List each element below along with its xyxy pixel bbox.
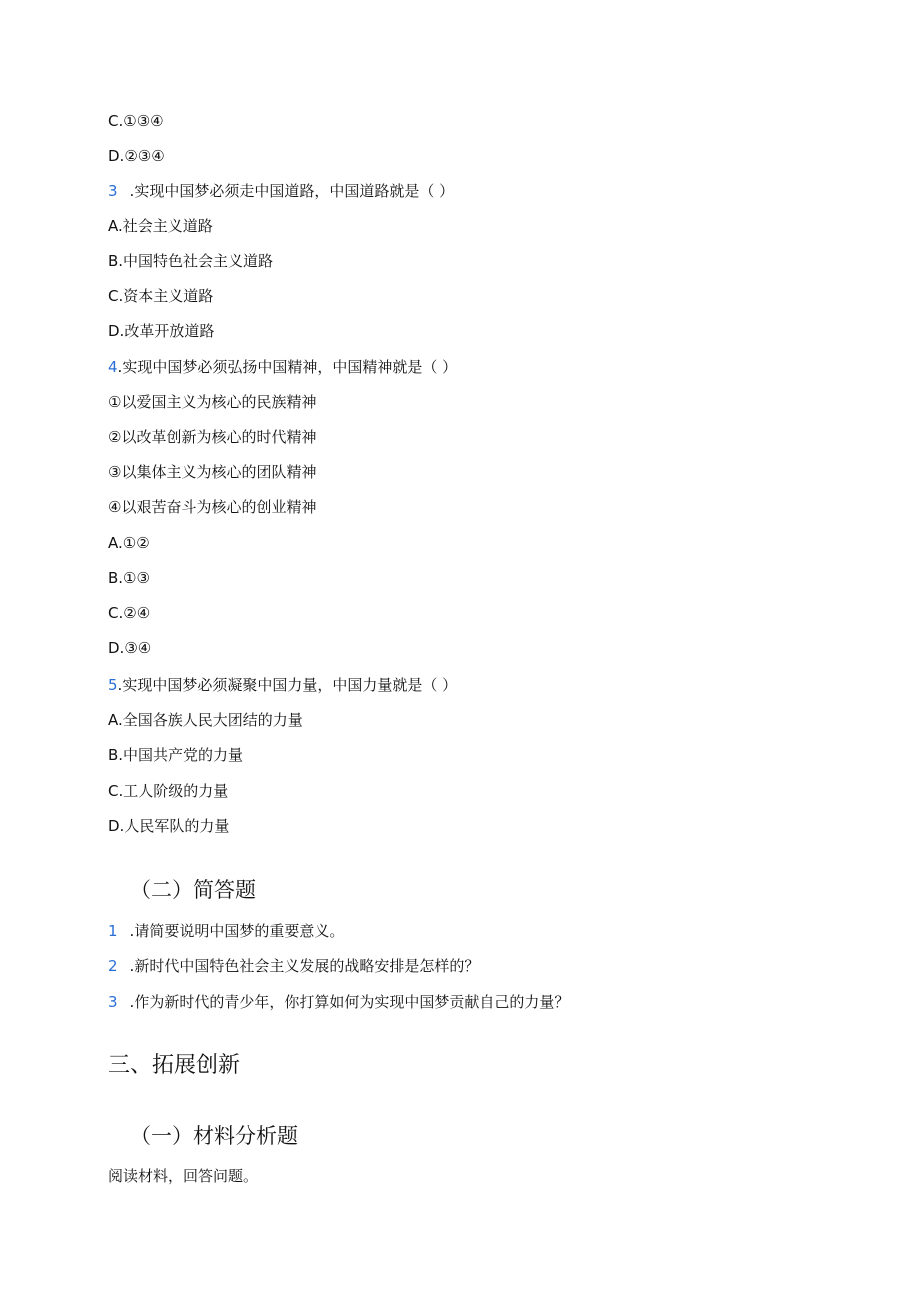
q4-number: 4 [108,358,118,376]
q5-stem [108,675,457,695]
q3-option-c: C.资本主义道路 [108,287,214,305]
q4-item-4: ④以艰苦奋斗为核心的创业精神 [108,498,317,516]
q3-option-d: D.改革开放道路 [108,322,215,340]
q3-number: 3 [108,182,118,200]
short-answer-q2 [108,956,479,976]
short-answer-q3-number: 3 [108,993,118,1011]
q4-stem [108,357,457,377]
q3-option-b: B.中国特色社会主义道路 [108,252,274,270]
material-analysis-heading: （一）材料分析题 [130,1124,298,1148]
q3-option-a: A.社会主义道路 [108,217,213,235]
q2-option-d: D.②③④ [108,147,165,165]
q5-option-d: D.人民军队的力量 [108,817,230,835]
q4-item-1: ①以爱国主义为核心的民族精神 [108,393,317,411]
q3-stem-text: .实现中国梦必须走中国道路，中国道路就是（ ） [129,182,455,200]
short-answer-q1 [108,921,344,941]
q5-option-a: A.全国各族人民大团结的力量 [108,711,303,729]
q4-option-b: B.①③ [108,569,150,587]
q5-stem-text: .实现中国梦必须凝聚中国力量，中国力量就是（ ） [117,676,458,694]
q5-option-c: C.工人阶级的力量 [108,782,229,800]
q4-item-2: ②以改革创新为核心的时代精神 [108,428,317,446]
q3-stem [108,181,454,201]
short-answer-q1-text: .请简要说明中国梦的重要意义。 [129,922,345,940]
short-answer-q2-number: 2 [108,957,118,975]
q4-option-a: A.①② [108,534,150,552]
short-answer-heading: （二）简答题 [130,878,256,902]
q5-number: 5 [108,676,118,694]
q4-item-3: ③以集体主义为核心的团队精神 [108,463,317,481]
q5-option-b: B.中国共产党的力量 [108,746,244,764]
short-answer-q2-text: .新时代中国特色社会主义发展的战略安排是怎样的？ [129,957,480,975]
short-answer-q3-text: .作为新时代的青少年，你打算如何为实现中国梦贡献自己的力量？ [129,993,570,1011]
q2-option-c: C.①③④ [108,112,164,130]
section-3-heading: 三、拓展创新 [108,1053,241,1078]
q4-stem-text: .实现中国梦必须弘扬中国精神，中国精神就是（ ） [117,358,458,376]
q4-option-d: D.③④ [108,639,152,657]
short-answer-q3 [108,992,569,1012]
material-instruction: 阅读材料，回答问题。 [108,1167,259,1185]
q4-option-c: C.②④ [108,604,151,622]
short-answer-q1-number: 1 [108,922,118,940]
